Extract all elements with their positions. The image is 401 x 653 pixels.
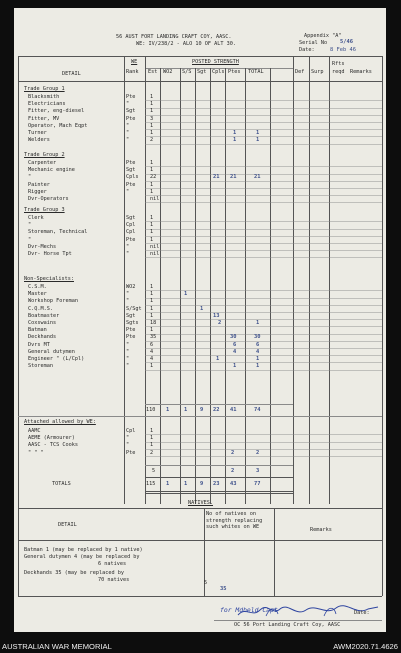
date-label: Date: <box>299 47 315 53</box>
row-rank: " <box>126 348 130 355</box>
attached-detail: AAMC <box>28 428 41 434</box>
pencil-mark: 4 <box>256 348 260 355</box>
row-rule <box>145 188 382 189</box>
row-est: 35 <box>150 334 157 341</box>
row-rank: " <box>126 122 130 129</box>
attached-sum-total: 3 <box>256 468 260 474</box>
pencil-mark: 2 <box>218 320 222 326</box>
subtotal-cpls: 22 <box>213 407 220 413</box>
row-rule <box>145 348 382 349</box>
subtotal-ptes: 41 <box>230 407 237 413</box>
row-est: 1 <box>150 236 154 243</box>
row-est: 1 <box>150 363 154 370</box>
col-remarks: Remarks <box>350 69 372 75</box>
row-est: nil <box>150 251 160 257</box>
row-rank: Pte <box>126 115 136 122</box>
totals-bottom-rule <box>145 491 293 492</box>
natives-row-3: 6 natives <box>98 561 127 567</box>
pencil-mark: 6 <box>233 341 237 348</box>
table-header-rule <box>18 81 382 82</box>
row-rule <box>145 442 382 443</box>
col-reqd: reqd <box>332 69 345 75</box>
row-rank: Pte <box>126 327 136 334</box>
row-detail: Dvr- Horse Tpt <box>28 251 72 257</box>
natives-figure-b: 35 <box>220 586 227 592</box>
row-rule <box>145 341 382 342</box>
totals-rule <box>145 477 293 478</box>
col-rule-sgt <box>210 68 211 504</box>
pencil-mark: 1 <box>233 363 237 370</box>
row-est: 1 <box>150 130 154 136</box>
row-rule <box>145 243 382 244</box>
group-heading: Trade Group 3 <box>24 207 65 213</box>
row-detail: " <box>28 236 32 243</box>
row-detail: Painter <box>28 181 50 188</box>
row-est: 1 <box>150 327 154 334</box>
row-rank: " <box>126 137 130 144</box>
row-rank: " <box>126 130 130 136</box>
col-rule-rfts <box>329 56 330 504</box>
totals-double-rule <box>145 493 293 494</box>
subtotal-total: 74 <box>254 407 261 413</box>
attached-rank: Pte <box>126 449 136 456</box>
row-rule <box>145 129 382 130</box>
row-rank: Sgts <box>126 320 139 326</box>
row-detail: Electricians <box>28 101 66 108</box>
signed-by-line: OC 56 Port Landing Craft Coy, AASC <box>234 622 341 628</box>
attached-sum-rule <box>145 465 293 466</box>
natives-row-4: Deckhands 35 (may be replaced by <box>24 570 124 576</box>
row-detail: Fitter, eng-diesel <box>28 108 85 115</box>
attached-detail: AEME (Armourer) <box>28 435 75 442</box>
attached-est: 1 <box>150 428 154 434</box>
row-rule <box>145 319 382 320</box>
row-detail: Master <box>28 291 47 298</box>
col-def: Def <box>295 69 305 75</box>
natives-heading: NATIVES. <box>188 500 213 506</box>
attached-detail: " " " <box>28 449 44 456</box>
subtotal-wo2: 1 <box>166 407 170 413</box>
row-est: nil <box>150 243 160 250</box>
pencil-mark: 1 <box>256 137 260 144</box>
row-rank: " <box>126 341 130 348</box>
row-est: nil <box>150 196 160 202</box>
col-rule-detail <box>124 56 125 504</box>
col-rule-cpls <box>225 68 226 504</box>
row-est: 1 <box>150 291 154 298</box>
row-est: 1 <box>150 160 154 166</box>
date-value: 8 Feb 46 <box>330 47 356 53</box>
attached-heading: Attached allowed by WE: <box>24 419 96 425</box>
col-rule-wo2 <box>180 68 181 504</box>
row-est: 1 <box>150 181 154 188</box>
pencil-mark: 13 <box>213 312 220 319</box>
document-page <box>14 8 386 632</box>
table-top-rule <box>18 56 382 57</box>
unit-title: 56 AUST FORT LANDING CRAFT COY, AASC. <box>116 34 232 40</box>
row-detail: Turner <box>28 130 47 136</box>
col-rule-rank <box>145 56 146 504</box>
col-rule-surp <box>309 56 310 504</box>
pencil-mark: 2 <box>231 449 235 456</box>
group-heading: Trade Group 1 <box>24 86 65 92</box>
pencil-mark: 21 <box>213 174 220 181</box>
row-detail: General dutymen <box>28 348 75 355</box>
row-detail: Batman <box>28 327 47 334</box>
col-rule-ss <box>195 68 196 504</box>
col-rank: Rank <box>126 69 139 75</box>
row-rank: " <box>126 243 130 250</box>
totals-wo2: 1 <box>166 481 170 487</box>
attached-rank: " <box>126 435 130 442</box>
col-est: Est <box>148 69 158 75</box>
row-rank: Sgt <box>126 215 136 221</box>
archive-reference: AWM2020.71.4626 <box>333 642 398 651</box>
row-rule <box>145 136 382 137</box>
row-rank: Cpl <box>126 229 136 236</box>
row-detail: Welders <box>28 137 50 144</box>
col-rule-left <box>18 56 19 508</box>
row-est: 4 <box>150 356 154 362</box>
row-rank: " <box>126 363 130 370</box>
row-rule <box>145 434 382 435</box>
pencil-mark: 1 <box>256 320 260 326</box>
row-rule <box>145 122 382 123</box>
row-detail: C.Q.M.S. <box>28 305 53 312</box>
pencil-mark: 1 <box>216 356 220 362</box>
row-rank: " <box>126 251 130 257</box>
pencil-mark: 1 <box>256 363 260 370</box>
row-est: 4 <box>150 348 154 355</box>
row-detail: Storeman <box>28 363 53 370</box>
pencil-mark: 30 <box>230 334 237 341</box>
appendix-label: Appendix "A" <box>304 33 342 39</box>
row-rank: Pte <box>126 181 136 188</box>
row-est: 1 <box>150 222 154 229</box>
natives-bottom-rule <box>18 596 382 597</box>
subtotal-sgt: 9 <box>200 407 204 413</box>
col-rule-ptes <box>245 68 246 504</box>
totals-ptes: 43 <box>230 481 237 487</box>
row-est: 18 <box>150 320 157 326</box>
natives-col-detail: DETAIL <box>58 522 77 528</box>
row-rank: Pte <box>126 94 136 100</box>
row-rank: Pte <box>126 160 136 166</box>
attached-est: 1 <box>150 435 154 442</box>
archive-name: AUSTRALIAN WAR MEMORIAL <box>2 642 112 651</box>
serial-label: Serial No <box>299 40 328 46</box>
row-rule <box>145 257 382 258</box>
row-est: 1 <box>150 312 154 319</box>
row-est: 1 <box>150 122 154 129</box>
pencil-mark: 2 <box>256 449 260 456</box>
row-rule <box>145 202 382 203</box>
pencil-mark: 30 <box>254 334 261 341</box>
row-detail: Boatmaster <box>28 312 60 319</box>
attached-sum-est: 5 <box>152 468 156 474</box>
row-detail: Dvrs MT <box>28 341 50 348</box>
col-ss: S/S <box>182 69 192 75</box>
row-rank: " <box>126 356 130 362</box>
row-detail: Rigger <box>28 188 47 195</box>
row-rank: WO2 <box>126 284 136 290</box>
pencil-mark: 1 <box>184 291 188 298</box>
archive-footer <box>0 640 401 653</box>
row-rule <box>145 456 382 457</box>
row-rule <box>145 115 382 116</box>
row-detail: Carpenter <box>28 160 57 166</box>
row-rank: " <box>126 291 130 298</box>
row-rank: Cpl <box>126 222 136 229</box>
row-est: 1 <box>150 305 154 312</box>
we-reference: WE: IV/238/2 - ALO 10 OF ALT 30. <box>136 41 236 47</box>
row-rank: Sgt <box>126 167 136 174</box>
row-rule <box>145 236 382 237</box>
row-detail: Storeman, Technical <box>28 229 88 236</box>
pencil-mark: 1 <box>233 130 237 136</box>
pencil-mark: 4 <box>233 348 237 355</box>
pencil-mark: 6 <box>256 341 260 348</box>
col-sgt: Sgt <box>197 69 207 75</box>
pencil-mark: 1 <box>256 356 260 362</box>
row-detail: Blacksmith <box>28 94 60 100</box>
row-rule <box>145 221 382 222</box>
pencil-mark: 1 <box>200 305 204 312</box>
totals-sgt: 9 <box>200 481 204 487</box>
row-rank: Cpls <box>126 174 139 181</box>
natives-header-rule <box>18 540 382 541</box>
attached-est: 1 <box>150 442 154 449</box>
row-rule <box>145 355 382 356</box>
natives-row-1: Batman 1 (may be replaced by 1 native) <box>24 547 143 553</box>
row-rule <box>145 326 382 327</box>
totals-est: 115 <box>146 481 156 487</box>
row-est: 1 <box>150 94 154 100</box>
row-detail: Engineer " (L/Cpl) <box>28 356 85 362</box>
serial-value: 5/46 <box>340 39 353 45</box>
row-detail: " <box>28 222 32 229</box>
attached-est: 2 <box>150 449 154 456</box>
col-wo2: WO2 <box>163 69 173 75</box>
row-rule <box>145 144 382 145</box>
col-rule-total <box>270 68 271 504</box>
row-rule <box>145 195 382 196</box>
row-est: 1 <box>150 188 154 195</box>
row-est: 1 <box>150 229 154 236</box>
natives-col-number: No of natives on strength replacing such whites on WE <box>206 511 263 531</box>
natives-rule-right <box>382 508 383 596</box>
natives-rule-left <box>18 508 19 596</box>
totals-cpls: 23 <box>213 481 220 487</box>
row-detail: Coxswains <box>28 320 57 326</box>
row-rule <box>145 181 382 182</box>
row-rule <box>145 305 382 306</box>
col-rfts: Rfts <box>332 61 345 67</box>
row-rule <box>145 449 382 450</box>
row-rank: Sgt <box>126 312 136 319</box>
row-est: 1 <box>150 101 154 108</box>
col-rule-est <box>160 68 161 504</box>
natives-row-5: 70 natives <box>98 577 130 583</box>
group-heading: Trade Group 2 <box>24 152 65 158</box>
attached-rank: Cpl <box>126 428 136 434</box>
row-rank: Pte <box>126 236 136 243</box>
row-rank: Sgt <box>126 108 136 115</box>
col-surp: Surp <box>311 69 324 75</box>
row-rank: " <box>126 101 130 108</box>
row-est: 1 <box>150 215 154 221</box>
row-rule <box>145 108 382 109</box>
pencil-mark: 21 <box>254 174 261 181</box>
row-rule <box>145 362 382 363</box>
row-est: 3 <box>150 115 154 122</box>
col-rule-def <box>293 56 294 504</box>
natives-row-2: General dutymen 4 (may be replaced by <box>24 554 140 560</box>
col-posted: POSTED STRENGTH <box>192 59 239 65</box>
subtotal-ss: 1 <box>184 407 188 413</box>
attached-sum-ptes: 2 <box>231 468 235 474</box>
row-detail: Clerk <box>28 215 44 221</box>
row-rank: S/Sgt <box>126 305 142 312</box>
row-rule <box>145 370 382 371</box>
row-rule <box>145 166 382 167</box>
signature-date-label: Date: <box>354 610 370 616</box>
col-we: WE <box>131 59 138 65</box>
row-rank: Pte <box>126 334 136 341</box>
signature-rule <box>214 620 382 621</box>
row-rule <box>145 312 382 313</box>
row-rule <box>145 100 382 101</box>
attached-rank: " <box>126 442 130 449</box>
col-ptes: Ptes <box>228 69 241 75</box>
row-detail: Workshop Foreman <box>28 298 78 305</box>
row-detail: Operator, Mach Eqpt <box>28 122 88 129</box>
row-rule <box>145 250 382 251</box>
row-rule <box>145 298 382 299</box>
row-est: 22 <box>150 174 157 181</box>
attached-rule <box>18 416 382 417</box>
group-heading: Non-Specialists: <box>24 276 74 282</box>
col-rule-right <box>382 56 383 508</box>
col-cpls: Cpls <box>212 69 225 75</box>
row-est: 1 <box>150 298 154 305</box>
row-est: 2 <box>150 137 154 144</box>
natives-top-rule <box>18 508 382 509</box>
pencil-mark: 21 <box>230 174 237 181</box>
row-rank: " <box>126 298 130 305</box>
row-rule <box>145 334 382 335</box>
col-detail: DETAIL <box>62 71 81 77</box>
totals-ss: 1 <box>184 481 188 487</box>
row-est: 1 <box>150 284 154 290</box>
row-detail: Mechanic engine <box>28 167 75 174</box>
row-detail: Dvr-Operators <box>28 196 69 202</box>
row-rule <box>145 290 382 291</box>
subtotal-rule <box>145 404 293 405</box>
row-detail: C.S.M. <box>28 284 47 290</box>
natives-rule-remarks <box>274 508 275 596</box>
row-rule <box>145 174 382 175</box>
subtotal-est: 110 <box>146 407 156 413</box>
natives-figure-a: 5 <box>204 580 208 586</box>
row-detail: Dvr-Mechs <box>28 243 57 250</box>
row-est: 1 <box>150 108 154 115</box>
row-detail: Deckhands <box>28 334 57 341</box>
row-rule <box>145 229 382 230</box>
row-est: 1 <box>150 167 154 174</box>
row-est: 6 <box>150 341 154 348</box>
attached-detail: AASC - TCS Cooks <box>28 442 78 449</box>
row-detail: Fitter, MV <box>28 115 60 122</box>
natives-col-remarks: Remarks <box>310 527 332 533</box>
pencil-mark: 1 <box>256 130 260 136</box>
row-rank: " <box>126 188 130 195</box>
col-total: TOTAL <box>248 69 264 75</box>
pencil-mark: 1 <box>233 137 237 144</box>
row-detail: " <box>28 174 32 181</box>
totals-label: TOTALS <box>52 481 71 487</box>
totals-total: 77 <box>254 481 261 487</box>
signature-text: for Mdbeld Capt <box>220 606 278 614</box>
